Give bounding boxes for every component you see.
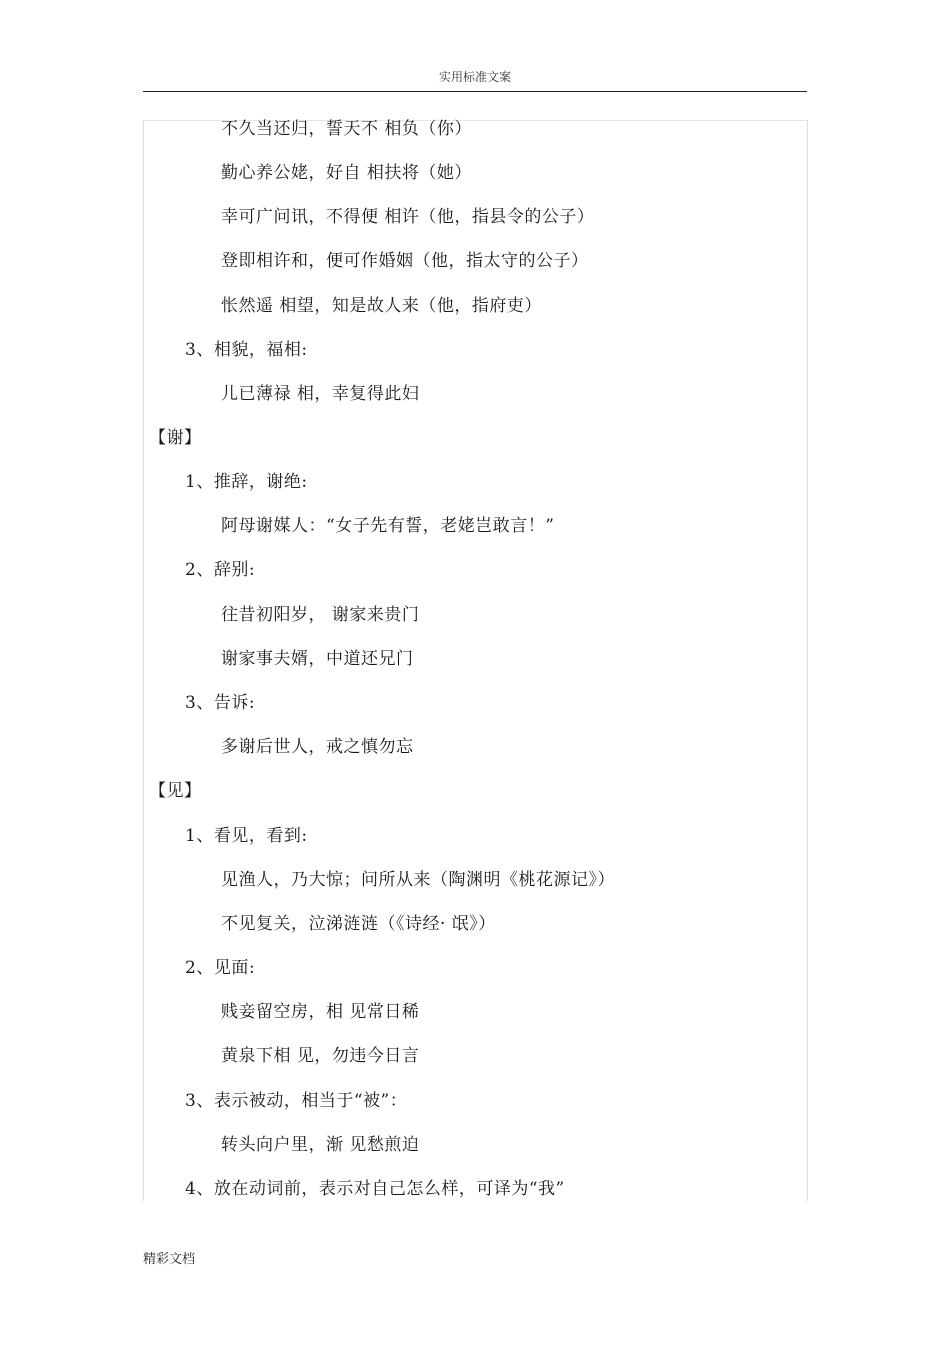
text-line: 多谢后世人，戒之慎勿忘: [221, 737, 414, 757]
sense-heading: 2、辞别:: [185, 560, 256, 580]
text-line: 往昔初阳岁， 谢家来贵门: [221, 605, 420, 625]
text-line: 黄泉下相 见，勿违今日言: [221, 1046, 420, 1066]
sense-heading: 4、放在动词前，表示对自己怎么样，可译为“我”: [185, 1179, 565, 1199]
page-footer-text: 精彩文档: [143, 1252, 196, 1267]
text-line: 不久当还归，誓天不 相负（你）: [221, 119, 472, 139]
text-line: 不见复关，泣涕涟涟（《诗经· 氓》）: [221, 914, 496, 934]
sense-heading: 3、告诉:: [185, 693, 256, 713]
text-line: 怅然遥 相望，知是故人来（他，指府吏）: [221, 296, 542, 316]
sense-heading: 1、推辞，谢绝:: [185, 472, 308, 492]
text-line: 幸可广问讯，不得便 相许（他，指县令的公子）: [221, 207, 595, 227]
sense-heading: 3、相貌，福相:: [185, 340, 308, 360]
entry-heading: 【见】: [149, 781, 202, 801]
text-line: 登即相许和，便可作婚姻（他，指太守的公子）: [221, 251, 589, 271]
text-line: 勤心养公姥，好自 相扶将（她）: [221, 163, 472, 183]
text-line: 谢家事夫婿，中道还兄门: [221, 649, 414, 669]
text-line: 转头向户里，渐 见愁煎迫: [221, 1135, 420, 1155]
text-line: 阿母谢媒人：“女子先有誓，老姥岂敢言！”: [221, 516, 555, 536]
sense-heading: 1、看见，看到:: [185, 826, 308, 846]
page-header-title: 实用标准文案: [438, 70, 511, 84]
text-line: 见渔人，乃大惊；问所从来（陶渊明《桃花源记》）: [221, 870, 615, 890]
sense-heading: 2、见面:: [185, 958, 256, 978]
text-line: 贱妾留空房，相 见常日稀: [221, 1002, 420, 1022]
sense-heading: 3、表示被动，相当于“被”：: [185, 1091, 408, 1111]
text-line: 儿已薄禄 相，幸复得此妇: [221, 384, 420, 404]
entry-heading: 【谢】: [149, 428, 202, 448]
header-divider: [143, 91, 807, 92]
